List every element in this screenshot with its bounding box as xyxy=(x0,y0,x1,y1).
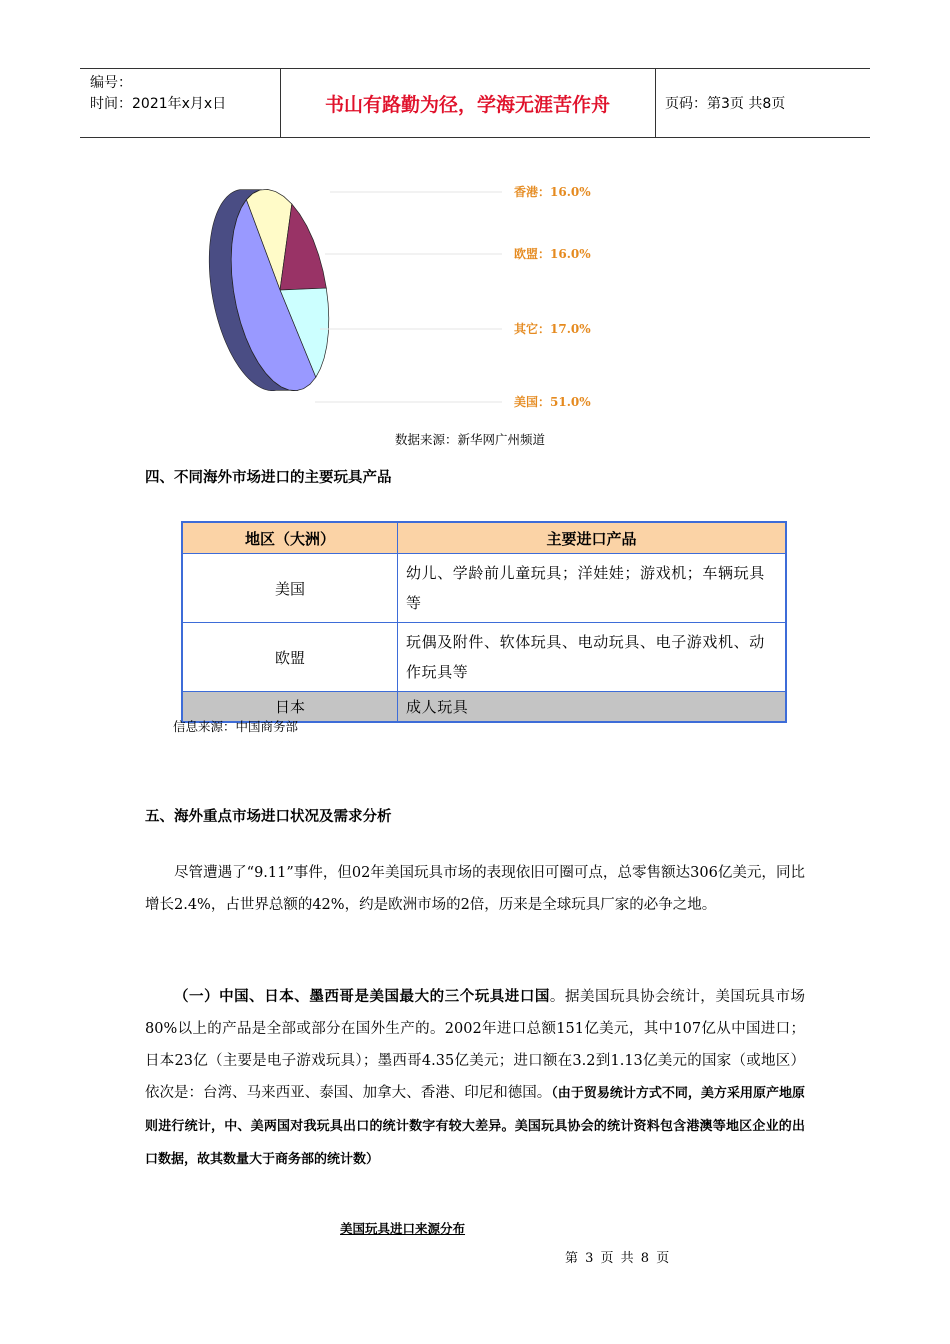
table-row xyxy=(182,554,786,623)
pie-slice-label: 欧盟：16.0% xyxy=(514,247,591,261)
import-products-table xyxy=(181,521,787,723)
paragraph-1: 尽管遭遇了“9.11”事件，但02年美国玩具市场的表现依旧可圈可点，总零售额达306亿美元，同比增长2.4%，占世界总额的42%，约是欧洲市场的2倍，历来是全球玩具厂家的必争之地。 xyxy=(145,865,805,913)
section4-title: 四、不同海外市场进口的主要玩具产品 xyxy=(145,470,392,486)
header-divider xyxy=(655,69,656,137)
pie-labels xyxy=(514,184,591,409)
paragraph-2-body: 。据美国玩具协会统计，美国玩具市场80%以上的产品是全部或部分在国外生产的。2002年进口总额151亿美元，其中107亿从中国进口；日本23亿（主要是电子游戏玩具）；墨西哥4.35亿美元；进口额在3.2到1.13亿美元的国家（或地区）依次是：台湾、马来西亚、泰国、加拿大、香港、印尼和德国。 xyxy=(145,989,806,1101)
products-cell: 成人玩具 xyxy=(398,692,787,723)
table-row xyxy=(182,623,786,692)
figure-caption: 美国玩具进口来源分布 xyxy=(340,1221,466,1236)
paragraph-2-note: （由于贸易统计方式不同，美方采用原产地原则进行统计，中、美两国对我玩具出口的统计数字有较大差异。美国玩具协会的统计资料包含港澳等地区企业的出口数据，故其数量大于商务部的统计数） xyxy=(145,1086,805,1167)
paragraph-2 xyxy=(145,981,805,1176)
products-cell: 幼儿、学龄前儿童玩具；洋娃娃；游戏机；车辆玩具等 xyxy=(398,554,787,623)
region-cell: 欧盟 xyxy=(182,623,398,692)
page-header xyxy=(80,68,870,138)
paragraph-2-heading: （一）中国、日本、墨西哥是美国最大的三个玩具进口国 xyxy=(174,988,550,1005)
pie-slice-label: 其它：17.0% xyxy=(514,322,591,336)
pie-slice-label: 美国：51.0% xyxy=(514,395,591,409)
pie-chart xyxy=(160,165,630,430)
page-footer: 第 3 页 共 8 页 xyxy=(565,1251,670,1266)
header-page-info: 页码：第3页 共8页 xyxy=(665,96,786,112)
header-region: 地区（大洲） xyxy=(182,522,398,554)
header-meta xyxy=(90,73,226,115)
pie-slice-label: 香港：16.0% xyxy=(514,185,591,199)
table-source: 信息来源：中国商务部 xyxy=(173,719,299,734)
section5-title: 五、海外重点市场进口状况及需求分析 xyxy=(145,809,392,825)
header-motto: 书山有路勤为径，学海无涯苦作舟 xyxy=(324,93,610,116)
pie-leader-lines xyxy=(315,192,502,402)
chart-source: 数据来源：新华网广州频道 xyxy=(395,432,546,447)
region-cell: 日本 xyxy=(182,692,398,723)
number-label: 编号： xyxy=(90,75,132,91)
region-cell: 美国 xyxy=(182,554,398,623)
products-cell: 玩偶及附件、软体玩具、电动玩具、电子游戏机、动作玩具等 xyxy=(398,623,787,692)
pie-body xyxy=(209,189,329,390)
table-header-row xyxy=(182,522,786,554)
time-label: 时间：2021年x月x日 xyxy=(90,96,227,112)
header-products: 主要进口产品 xyxy=(398,522,787,554)
